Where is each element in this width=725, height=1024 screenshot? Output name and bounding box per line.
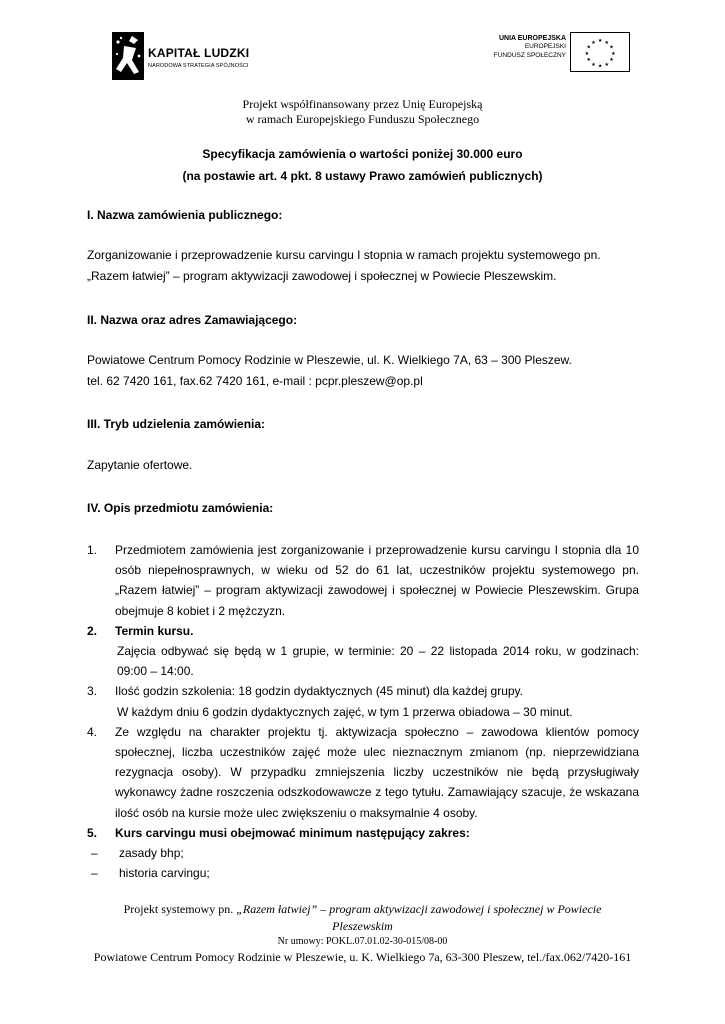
section-1-line2: „Razem łatwiej” – program aktywizacji zawodowej i społecznej w Powiecie Pleszewskim. (87, 269, 557, 283)
list-item (87, 681, 639, 701)
kapital-ludzki-emblem-icon (112, 32, 144, 80)
scope-item-text: zasady bhp; (119, 846, 184, 861)
section-2-line1: Powiatowe Centrum Pomocy Rodzinie w Pleszewie, ul. K. Wielkiego 7A, 63 – 300 Pleszew. (87, 353, 572, 367)
eu-flag-icon (570, 32, 630, 72)
document-title-line2: (na postawie art. 4 pkt. 8 ustawy Prawo zamówień publicznych) (182, 169, 543, 183)
cofinancing-note (0, 97, 725, 127)
scope-item (87, 863, 639, 883)
svg-text:★: ★ (591, 40, 596, 46)
eu-logo-line2: EUROPEJSKI (524, 43, 566, 50)
list-item-text: Ze względu na charakter projektu tj. aktywizacja społeczno – zawodowa klientów pomocy społecznej, liczba uczestników zajęć może ulec nieznacznym zmianom (np. nieprzewidziana rezygnacja osoby). W przypadku zmniejszenia liczby uczestników nie będą przysługiwały wykonawcy żadne roszczenia odszkodowawcze z tego tytułu. Zamawiający szacuje, że wskazana ilość osób na kursie może ulec zwiększeniu o maksymalnie 4 osoby. (115, 724, 639, 820)
list-item-heading: Termin kursu. (115, 623, 194, 638)
svg-text:★: ★ (604, 40, 609, 46)
list-item-heading: Kurs carvingu musi obejmować minimum następujący zakres: (115, 825, 470, 840)
svg-text:★: ★ (591, 62, 596, 68)
svg-text:★: ★ (597, 39, 603, 45)
document-title (0, 143, 725, 187)
footer-address: Powiatowe Centrum Pomocy Rodzinie w Pleszewie, u. K. Wielkiego 7a, 63-300 Pleszew, tel./fax.062/7420-161 (93, 950, 632, 964)
cofinancing-line2: w ramach Europejskiego Funduszu Społecznego (245, 112, 480, 126)
list-item-number: 3. (87, 684, 98, 699)
footer-project-name-cont: Pleszewskim (332, 919, 393, 933)
list-item-text: Przedmiotem zamówienia jest zorganizowanie i przeprowadzenie kursu carvingu I stopnia dla 10 osób niepełnosprawnych, w wieku od 52 do 61 lat, uczestników projektu systemowego pn. „Razem łatwiej” – program aktywizacji zawodowej i społecznej w Powiecie Pleszewskim. Grupa obejmuje 8 kobiet i 2 mężczyzn. (115, 543, 639, 618)
description-list (87, 540, 639, 883)
list-item-number: 5. (87, 825, 98, 840)
footer-contract-number: Nr umowy: POKL.07.01.02-30-015/08-00 (277, 936, 448, 947)
dash-bullet: – (91, 866, 98, 881)
svg-text:★: ★ (597, 64, 603, 70)
list-item-text: Ilość godzin szkolenia: 18 godzin dydaktycznych (45 minut) dla każdej grupy. (115, 684, 523, 699)
svg-text:★: ★ (609, 45, 614, 51)
section-1-line1: Zorganizowanie i przeprowadzenie kursu carvingu I stopnia w ramach projektu systemowego pn. (87, 248, 601, 262)
list-item-number: 2. (87, 623, 98, 638)
kapital-ludzki-logo (112, 32, 262, 80)
list-item (87, 621, 639, 641)
list-item (87, 823, 639, 843)
svg-text:★: ★ (611, 51, 616, 57)
list-item-number: 1. (87, 543, 98, 557)
footer-project-line (0, 901, 725, 918)
list-item (87, 722, 639, 823)
page-footer (0, 901, 725, 966)
list-item (87, 540, 639, 621)
kapital-ludzki-title: KAPITAŁ LUDZKI (148, 46, 250, 60)
footer-project-prefix: Projekt systemowy pn. (123, 902, 234, 916)
section-1-heading: I. Nazwa zamówienia publicznego: (87, 208, 283, 222)
svg-text:★: ★ (586, 45, 591, 51)
eu-logo-line3: FUNDUSZ SPOŁECZNY (493, 51, 566, 59)
document-title-line1: Specyfikacja zamówienia o wartości poniżej 30.000 euro (202, 147, 523, 161)
eu-logo-text (494, 34, 566, 60)
footer-project-name: „Razem łatwiej” – program aktywizacji zawodowej i społecznej w Powiecie (236, 902, 602, 916)
svg-text:★: ★ (586, 58, 591, 64)
list-item-text: Zajęcia odbywać się będą w 1 grupie, w terminie: 20 – 22 listopada 2014 roku, w godzinach: 09:00 – 14:00. (117, 644, 639, 679)
cofinancing-line1: Projekt współfinansowany przez Unię Europejską (242, 97, 483, 111)
svg-text:★: ★ (584, 51, 589, 57)
section-2-line2: tel. 62 7420 161, fax.62 7420 161, e-mail : pcpr.pleszew@op.pl (87, 374, 423, 388)
section-4-heading: IV. Opis przedmiotu zamówienia: (87, 501, 274, 515)
list-item-continuation: W każdym dniu 6 godzin dydaktycznych zajęć, w tym 1 przerwa obiadowa – 30 minut. (117, 704, 573, 719)
eu-logo-line1: UNIA EUROPEJSKA (498, 35, 566, 42)
svg-text:★: ★ (604, 62, 609, 68)
section-2-heading: II. Nazwa oraz adres Zamawiającego: (87, 313, 298, 327)
scope-item (87, 843, 639, 863)
eu-logo (478, 32, 630, 74)
dash-bullet: – (91, 846, 98, 861)
section-3-text: Zapytanie ofertowe. (87, 458, 193, 472)
section-3-heading: III. Tryb udzielenia zamówienia: (87, 417, 266, 431)
scope-item-text: historia carvingu; (119, 866, 210, 881)
kapital-ludzki-subtitle: NARODOWA STRATEGIA SPÓJNOŚCI (148, 63, 249, 69)
svg-text:★: ★ (609, 58, 614, 64)
list-item-number: 4. (87, 724, 98, 739)
